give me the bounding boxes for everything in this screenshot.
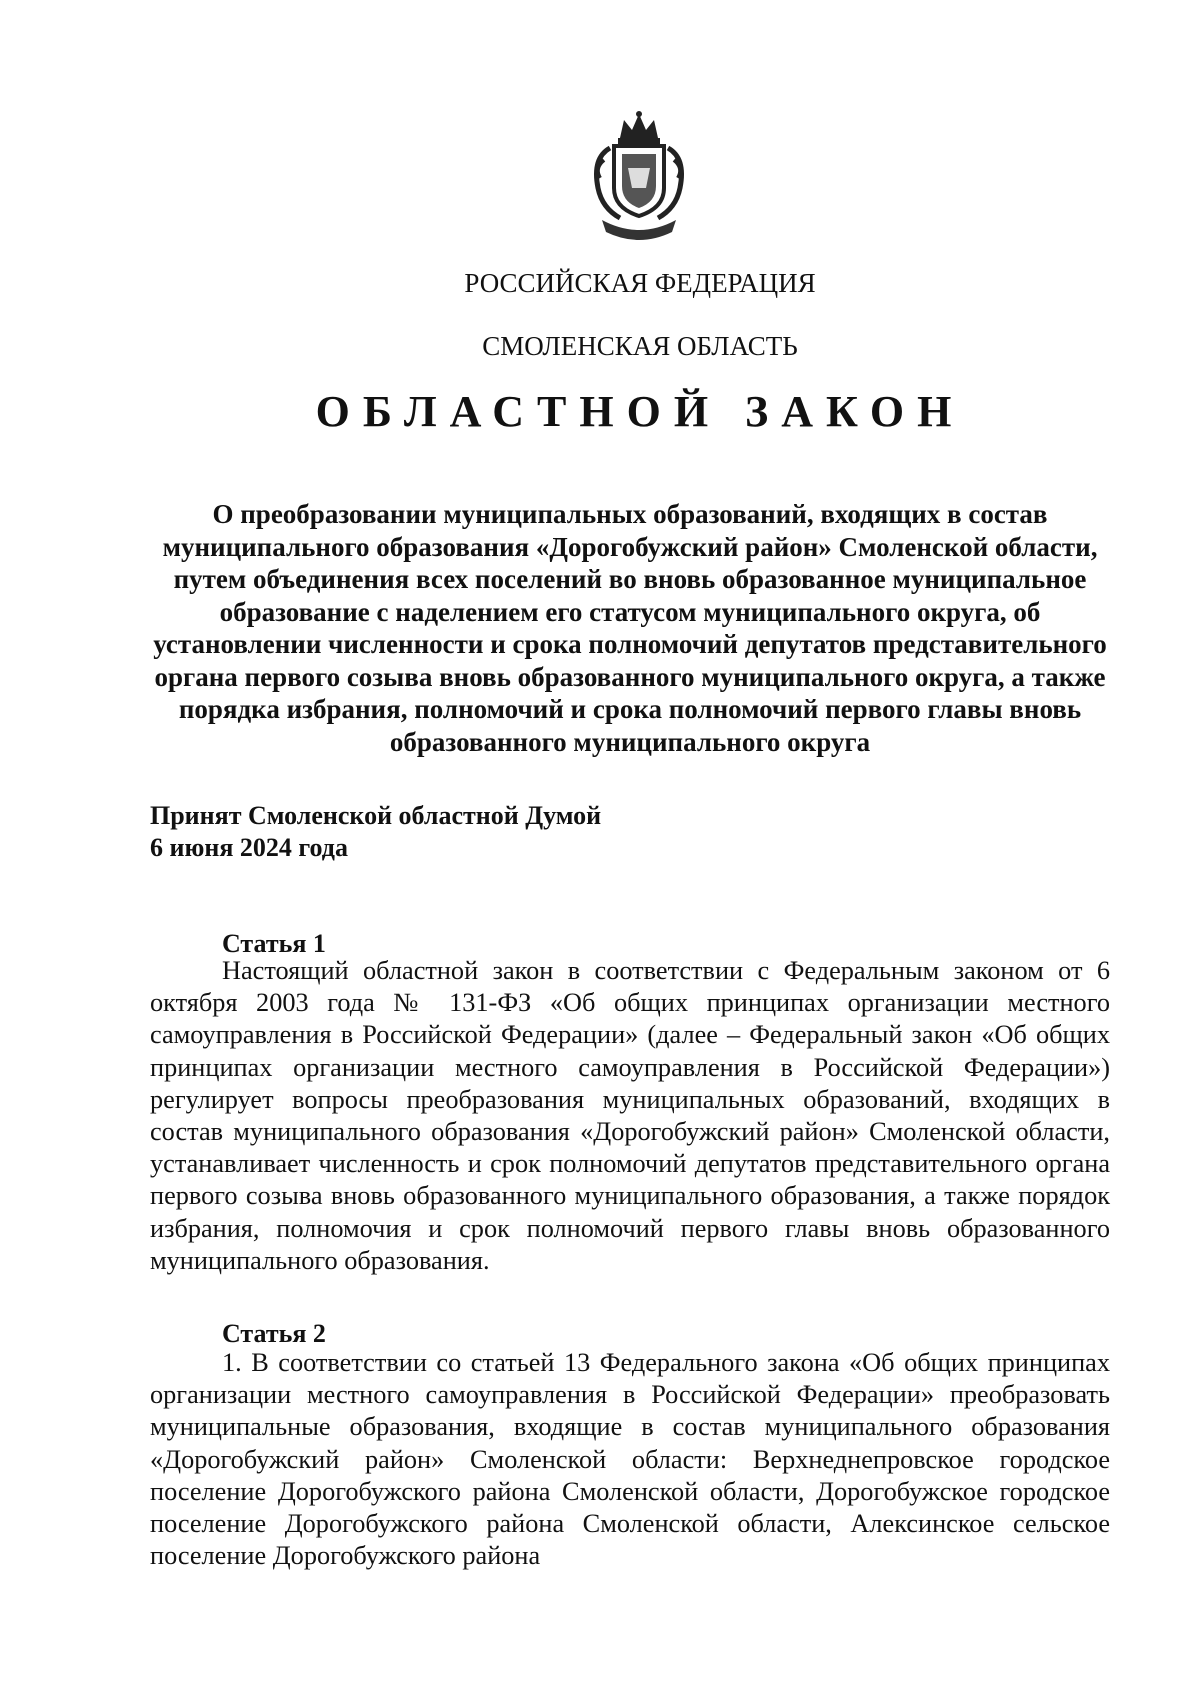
coat-of-arms-icon	[580, 108, 698, 242]
adoption-body: Принят Смоленской областной Думой	[150, 801, 602, 830]
adoption-info	[150, 800, 601, 864]
region-heading: СМОЛЕНСКАЯ ОБЛАСТЬ	[482, 331, 798, 361]
country-heading: РОССИЙСКАЯ ФЕДЕРАЦИЯ	[464, 268, 816, 298]
adoption-date: 6 июня 2024 года	[150, 833, 348, 862]
article-2-text: 1. В соответствии со статьей 13 Федерального закона «Об общих принципах организации местного самоуправления в Российской Федерации» преобразовать муниципальные образования, входящие в состав муниципального образования «Дорогобужский район» Смоленской области: Верхнеднепровское городское поселение Дорогобужского района Смоленской области, Дорогобужское городское поселение Дорогобужского района Смоленской области, Алексинское сельское поселение Дорогобужского района	[150, 1348, 1110, 1571]
document-kind-heading: ОБЛАСТНОЙ ЗАКОН	[315, 387, 965, 436]
article-2-heading: Статья 2	[222, 1319, 326, 1348]
law-title: О преобразовании муниципальных образований, входящих в состав муниципального образования «Дорогобужский район» Смоленской области, путем объединения всех поселений во вновь образованное муниципальное образование с наделением его статусом муниципального округа, об установлении численности и срока полномочий депутатов представительного органа первого созыва вновь образованного муниципального округа, а также порядка избрания, полномочий и срока полномочий первого главы вновь образованного муниципального округа	[153, 499, 1107, 757]
article-1-text: Настоящий областной закон в соответствии с Федеральным законом от 6 октября 2003 года № 131-ФЗ «Об общих принципах организации местного самоуправления в Российской Федерации» (далее – Федеральный закон «Об общих принципах организации местного самоуправления в Российской Федерации») регулирует вопросы преобразования муниципальных образований, входящих в состав муниципального образования «Дорогобужский район» Смоленской области, устанавливает численность и срок полномочий депутатов представительного органа первого созыва вновь образованного муниципального образования, а также порядок избрания, полномочия и срок полномочий первого главы вновь образованного муниципального образования.	[150, 956, 1110, 1275]
article-1-heading: Статья 1	[222, 929, 326, 958]
